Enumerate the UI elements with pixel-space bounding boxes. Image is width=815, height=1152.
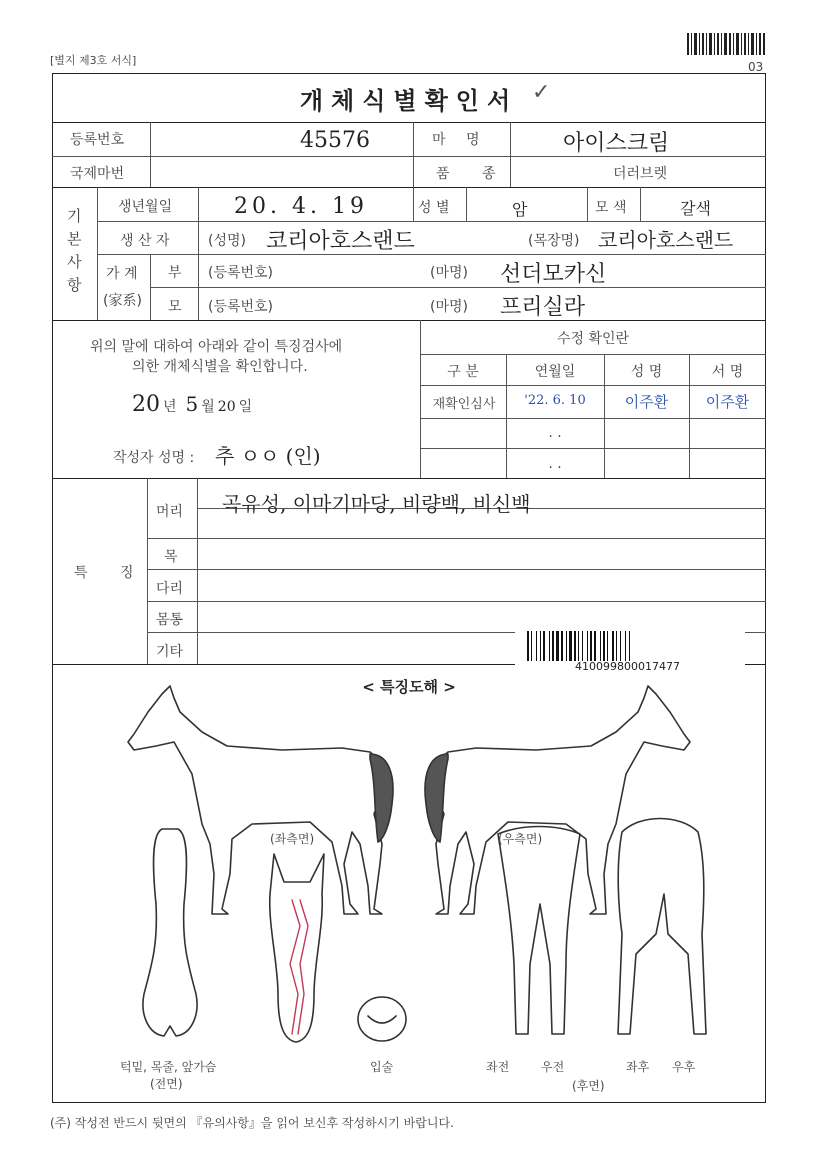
title-row [52,73,766,123]
pedigree-hanja: (家系) [103,293,142,309]
horse-rear-view-drawing [618,819,706,1035]
statement-line-2: 의한 개체식별을 확인합니다. [132,359,308,375]
sire-name-field: (마명) [430,265,468,281]
left-side-caption: (좌측면) [270,832,315,846]
birth-value: 20. 4. 19 [234,194,368,219]
top-barcode [687,33,765,55]
head-value: 곡유성, 이마기마당, 비량백, 비신백 [222,492,531,516]
chest-caption: 턱밑, 목줄, 앞가슴 [120,1060,217,1074]
rear-view-caption: (후면) [572,1079,605,1093]
breed-label: 품 종 [436,166,510,182]
farm-value: 코리아호스랜드 [598,228,734,252]
col-date: 연월일 [534,364,576,380]
horse-lips-drawing [358,997,406,1041]
col-category: 구 분 [447,364,479,380]
day-unit: 일 [238,399,253,415]
hind-right-caption: 우후 [672,1060,696,1074]
producer-label: 생 산 자 [120,233,170,249]
horse-right-side-drawing [425,686,690,914]
fore-left-caption: 좌전 [486,1060,510,1074]
sire-value: 선더모카신 [500,262,607,287]
form-number-label: [별지 제3호 서식] [50,54,137,67]
front-view-caption: (전면) [150,1077,183,1091]
diagram-title: < 특징도해 > [362,678,456,696]
reg-no-label: 등록번호 [70,132,125,148]
revision-row-1-date: '22. 6. 10 [524,393,586,408]
producer-name-value: 코리아호스랜드 [266,229,415,254]
lips-caption: 입술 [370,1060,394,1074]
breed-value: 더러브렛 [613,166,668,182]
reg-no-value: 45576 [300,128,370,153]
sticker-barcode-bars [527,631,727,661]
horse-name-value: 아이스크림 [563,131,670,156]
sex-value: 암 [512,200,528,219]
right-side-caption: (우측면) [498,832,543,846]
sire-label: 부 [168,265,182,281]
basic-section-label: 기본사항 [67,207,82,294]
features-section-label: 특 징 [74,565,148,581]
col-name: 성 명 [630,364,663,380]
neck-label: 목 [164,549,178,565]
horse-front-legs-drawing [498,827,580,1035]
year-unit: 년 [163,399,177,415]
dam-name-field: (마명) [430,299,468,315]
body-label: 몸통 [156,612,184,628]
statement-line-1: 위의 말에 대하여 아래와 같이 특징검사에 [90,339,343,355]
birth-label: 생년월일 [118,199,173,215]
dam-value: 프리실라 [500,295,586,320]
revision-row-1-category: 재확인심사 [432,397,496,412]
revision-row-1-name: 이주환 [624,393,669,411]
writer-label: 작성자 성명 : [113,450,195,466]
horse-left-side-drawing [128,686,393,914]
footer-note: (주) 작성전 반드시 뒷면의 『유의사항』을 읽어 보신후 작성하시기 바랍니다. [50,1116,454,1130]
revision-row-2-date: . . [548,425,562,441]
top-barcode-bars [687,33,765,55]
sex-label: 성 별 [418,200,450,216]
head-label: 머리 [156,504,184,520]
farm-label: (목장명) [528,233,580,249]
fore-right-caption: 우전 [541,1060,565,1074]
revision-row-3-date: . . [548,456,562,472]
intl-no-label: 국제마번 [70,166,125,182]
hind-left-caption: 좌후 [626,1060,650,1074]
other-label: 기타 [156,644,184,660]
revision-title: 수정 확인란 [556,331,630,347]
pedigree-label: 가 계 [106,266,138,282]
check-mark: ✓ [532,80,551,105]
dam-reg-no-field: (등록번호) [208,299,274,315]
revision-row-1-sign: 이주환 [705,393,750,411]
horse-head-front-drawing [270,854,324,1042]
date-month: 5 [185,392,199,416]
page-number: 03 [748,60,764,74]
producer-name-label: (성명) [208,233,246,249]
coat-label: 모 색 [595,200,627,216]
barcode-number: 410099800017477 [575,660,680,673]
confirm-date [132,392,252,417]
sire-reg-no-field: (등록번호) [208,265,274,281]
horse-name-label: 마 명 [432,132,488,148]
month-unit: 월 [201,399,215,415]
horse-front-view-drawing [143,829,197,1036]
date-year: 20 [132,392,160,417]
horse-diagram [52,664,766,1104]
dam-label: 모 [168,299,182,315]
page-title: 개체식별확인서 [299,86,519,115]
writer-value: 추 ㅇㅇ (인) [215,444,321,468]
date-day: 20 [217,399,236,415]
legs-label: 다리 [156,581,184,597]
coat-value: 갈색 [680,199,711,218]
col-sign: 서 명 [711,364,744,380]
